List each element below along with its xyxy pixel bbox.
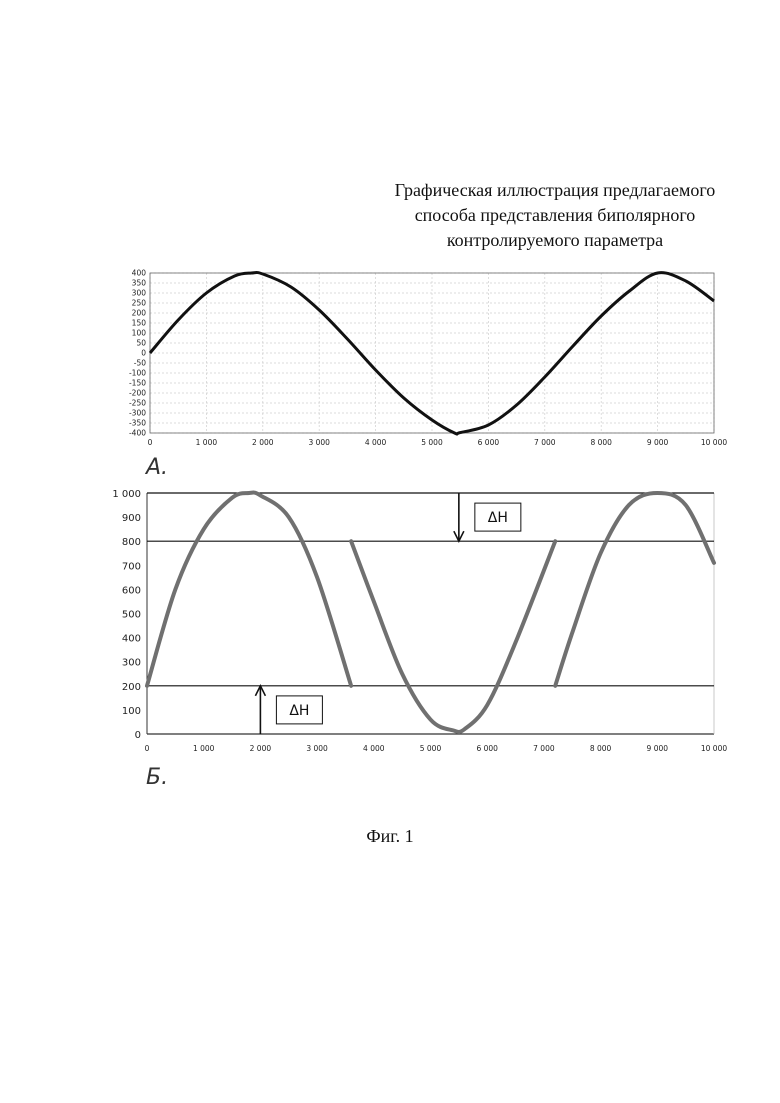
x-tick-label: 2 000 <box>252 438 274 447</box>
x-tick-label: 3 000 <box>306 744 328 753</box>
x-tick-label: 6 000 <box>477 438 500 447</box>
x-tick-label: 4 000 <box>363 744 385 753</box>
y-tick-label: 150 <box>131 318 146 328</box>
y-tick-label: 100 <box>121 705 141 717</box>
x-tick-label: 10 000 <box>700 744 728 753</box>
y-tick-label: 900 <box>121 513 141 525</box>
y-tick-label: -350 <box>128 418 146 428</box>
y-tick-label: 350 <box>131 278 146 288</box>
figure-title: Графическая иллюстрация предлагаемого способа представления биполярного контролируемого параметра <box>394 180 716 250</box>
chart-b <box>112 489 727 790</box>
panel-label-a: А. <box>146 455 169 480</box>
x-tick-label: 8 000 <box>589 744 612 753</box>
y-tick-label: 800 <box>121 537 141 549</box>
x-tick-label: 7 000 <box>533 744 555 753</box>
y-tick-label: 0 <box>141 348 146 358</box>
y-tick-label: 200 <box>121 681 141 693</box>
y-tick-label: 100 <box>131 328 146 338</box>
x-tick-label: 5 000 <box>419 744 442 753</box>
y-tick-label: 0 <box>134 730 141 741</box>
y-tick-label: 400 <box>131 268 146 278</box>
x-tick-label: 3 000 <box>308 438 330 447</box>
y-tick-label: -100 <box>128 368 146 378</box>
y-tick-label: 400 <box>121 633 141 645</box>
y-tick-label: 700 <box>121 561 141 573</box>
y-tick-label: 300 <box>121 657 141 669</box>
x-tick-label: 6 000 <box>476 744 498 753</box>
x-tick-label: 4 000 <box>364 438 387 447</box>
y-tick-label: 300 <box>131 288 146 298</box>
y-tick-label: -300 <box>128 408 146 418</box>
delta-h-label: ΔH <box>289 702 310 719</box>
x-tick-label: 9 000 <box>646 744 669 753</box>
y-tick-label: 1 000 <box>112 489 141 500</box>
delta-h-arrow-down <box>454 493 521 541</box>
series-segment <box>555 493 714 686</box>
x-tick-label: 1 000 <box>192 744 215 753</box>
y-tick-label: -200 <box>128 388 146 398</box>
figure-caption: Фиг. 1 <box>366 826 414 846</box>
series-segment <box>147 493 351 686</box>
y-tick-label: 250 <box>131 298 146 308</box>
series-segment <box>351 541 555 732</box>
y-tick-label: -150 <box>128 378 146 388</box>
y-tick-label: 50 <box>136 338 146 348</box>
delta-h-label: ΔH <box>487 510 508 527</box>
x-tick-label: 10 000 <box>700 438 728 447</box>
y-tick-label: 200 <box>131 308 146 318</box>
panel-label-b: Б. <box>146 765 169 790</box>
y-tick-label: 600 <box>121 585 141 597</box>
x-tick-label: 5 000 <box>421 438 443 447</box>
y-tick-label: 500 <box>121 609 141 621</box>
x-tick-label: 1 000 <box>195 438 218 447</box>
y-tick-label: -400 <box>128 428 146 438</box>
chart-a <box>129 269 727 481</box>
x-tick-label: 8 000 <box>590 438 612 447</box>
x-tick-label: 7 000 <box>534 438 556 447</box>
x-tick-label: 0 <box>147 438 153 447</box>
y-tick-label: -250 <box>128 398 146 408</box>
x-tick-label: 9 000 <box>646 438 669 447</box>
x-tick-label: 2 000 <box>249 744 272 753</box>
delta-h-arrow-up <box>255 686 322 734</box>
y-tick-label: -50 <box>133 358 146 368</box>
x-tick-label: 0 <box>144 744 150 753</box>
